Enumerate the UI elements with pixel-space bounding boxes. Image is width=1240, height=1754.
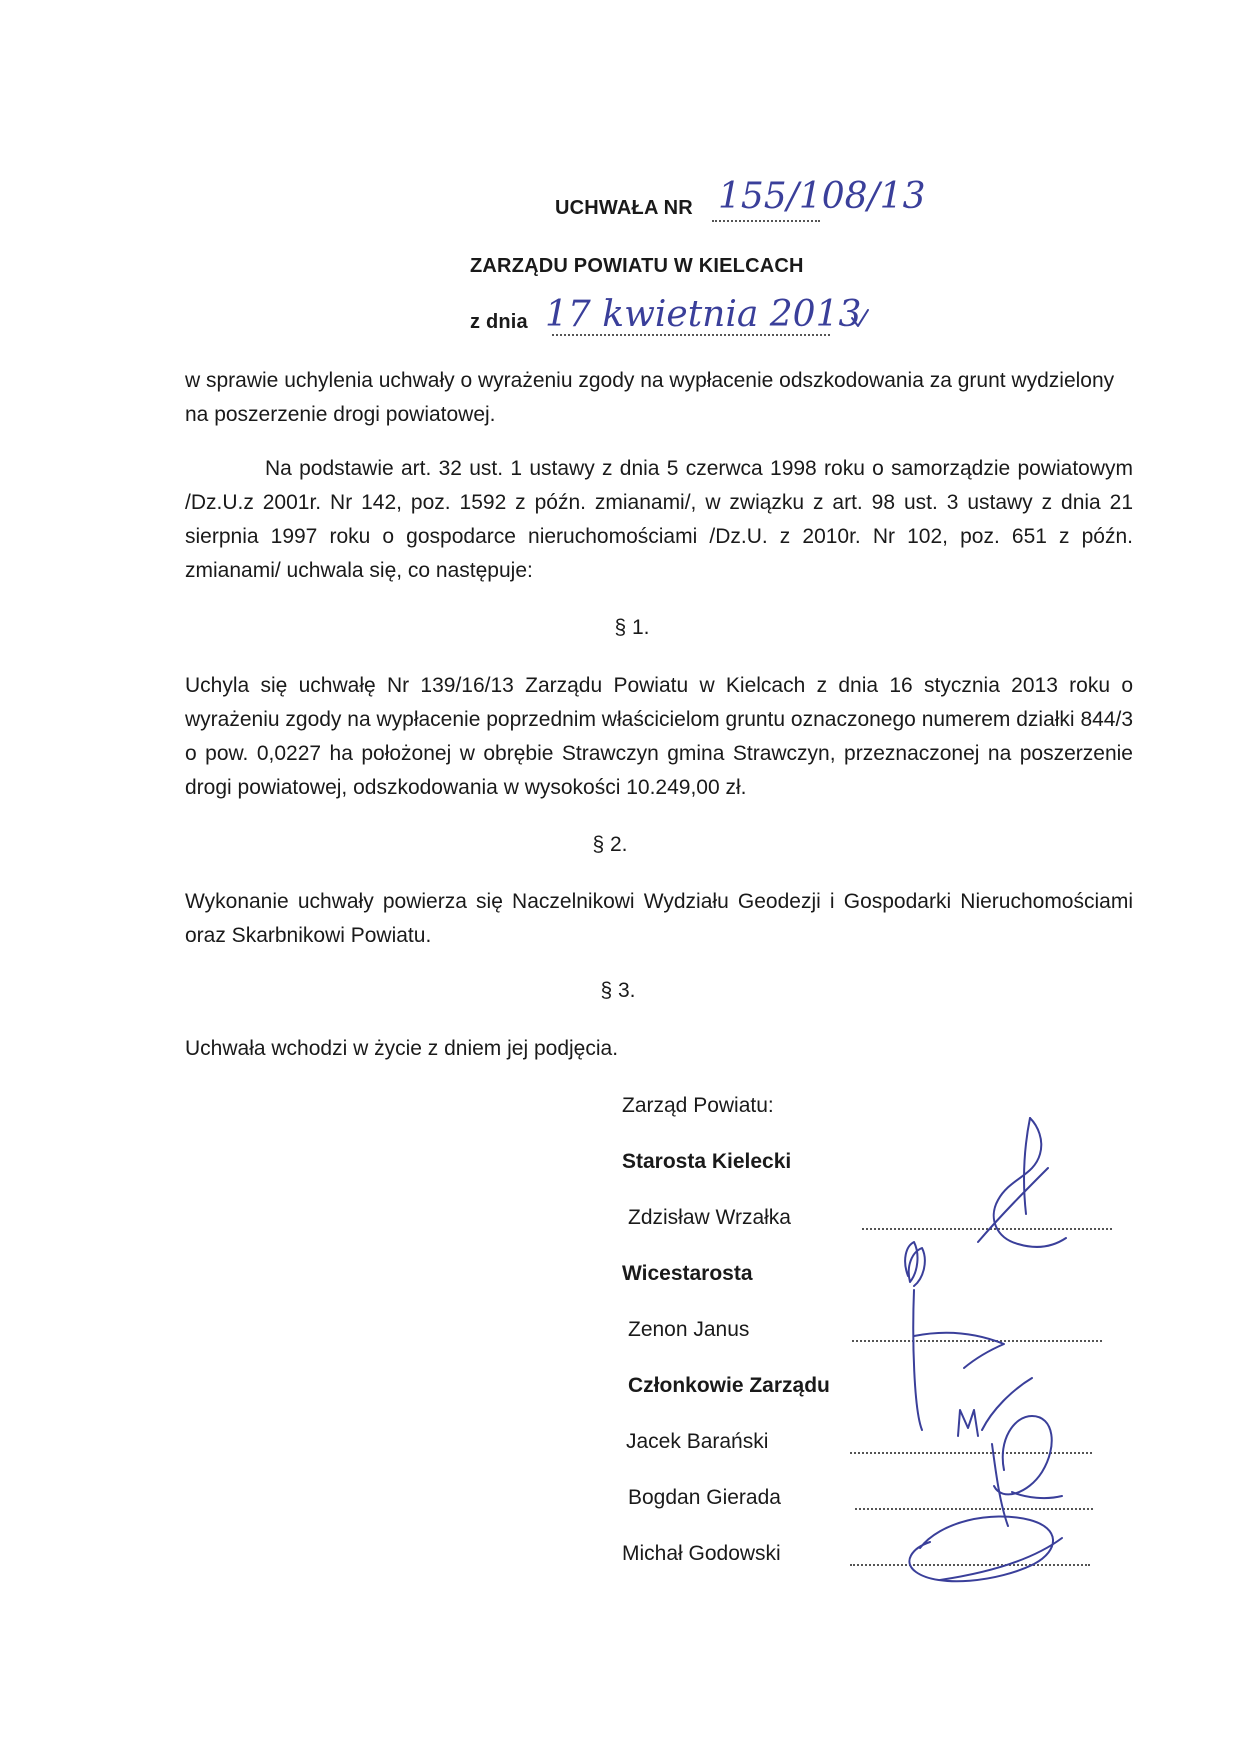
role-starosta: Starosta Kielecki: [622, 1150, 792, 1173]
section-3-text: Uchwała wchodzi w życie z dniem jej podjęcia.: [185, 1037, 619, 1060]
resolution-subject: w sprawie uchylenia uchwały o wyrażeniu zgody na wypłacenie odszkodowania za grunt wydzielony na poszerzenie drogi powiatowej.: [185, 369, 1115, 426]
role-wicestarosta: Wicestarosta: [622, 1262, 753, 1285]
name-member-2: Bogdan Gierada: [628, 1486, 781, 1509]
role-board-members: Członkowie Zarządu: [628, 1374, 830, 1397]
section-3-label: § 3.: [600, 979, 636, 1002]
date-handwritten: 17 kwietnia 2013: [545, 294, 862, 335]
preamble-paragraph: Na podstawie art. 32 ust. 1 ustawy z dnia 5 czerwca 1998 roku o samorządzie powiatowym /Dz.U.z 2001r. Nr 142, poz. 1592 z późn. zmianami/, w związku z art. 98 ust. 3 ustawy z dnia 21 sierpnia 1997 roku o gospodarce nieruchomościami /Dz.U. z 2010r. Nr 102, poz. 651 z późn. zmianami/ uchwala się, co następuje:: [185, 457, 1133, 582]
resolution-title-label: UCHWAŁA NR: [555, 197, 693, 219]
signature-member-1: [958, 1410, 978, 1436]
date-label: z dnia: [470, 311, 528, 333]
section-2-text: Wykonanie uchwały powierza się Naczelnikowi Wydziału Geodezji i Gospodarki Nieruchomościami oraz Skarbnikowi Powiatu.: [185, 890, 1133, 947]
signature-member-2: [994, 1416, 1052, 1494]
name-wicestarosta: Zenon Janus: [628, 1318, 750, 1341]
section-1-text: Uchyla się uchwałę Nr 139/16/13 Zarządu Powiatu w Kielcach z dnia 16 stycznia 2013 roku o wyrażeniu zgody na wypłacenie poprzednim właścicielom gruntu oznaczonego numerem działki 844/3 o pow. 0,0227 ha położonej w obrębie Strawczyn gmina Strawczyn, przeznaczonej na poszerzenie drogi powiatowej, odszkodowania w wysokości 10.249,00 zł.: [185, 674, 1133, 799]
board-heading: Zarząd Powiatu:: [622, 1094, 774, 1117]
section-1-label: § 1.: [614, 616, 650, 639]
resolution-number-handwritten: 155/108/13: [718, 176, 926, 217]
signature-wicestarosta: [905, 1242, 925, 1286]
section-2-label: § 2.: [592, 833, 628, 856]
name-member-3: Michał Godowski: [622, 1542, 781, 1565]
date-check-mark-icon: [852, 310, 868, 326]
signature-starosta: [994, 1118, 1066, 1247]
name-starosta: Zdzisław Wrzałka: [628, 1206, 791, 1229]
name-member-1: Jacek Barański: [626, 1430, 769, 1453]
issuer-heading: ZARZĄDU POWIATU W KIELCACH: [470, 255, 804, 277]
